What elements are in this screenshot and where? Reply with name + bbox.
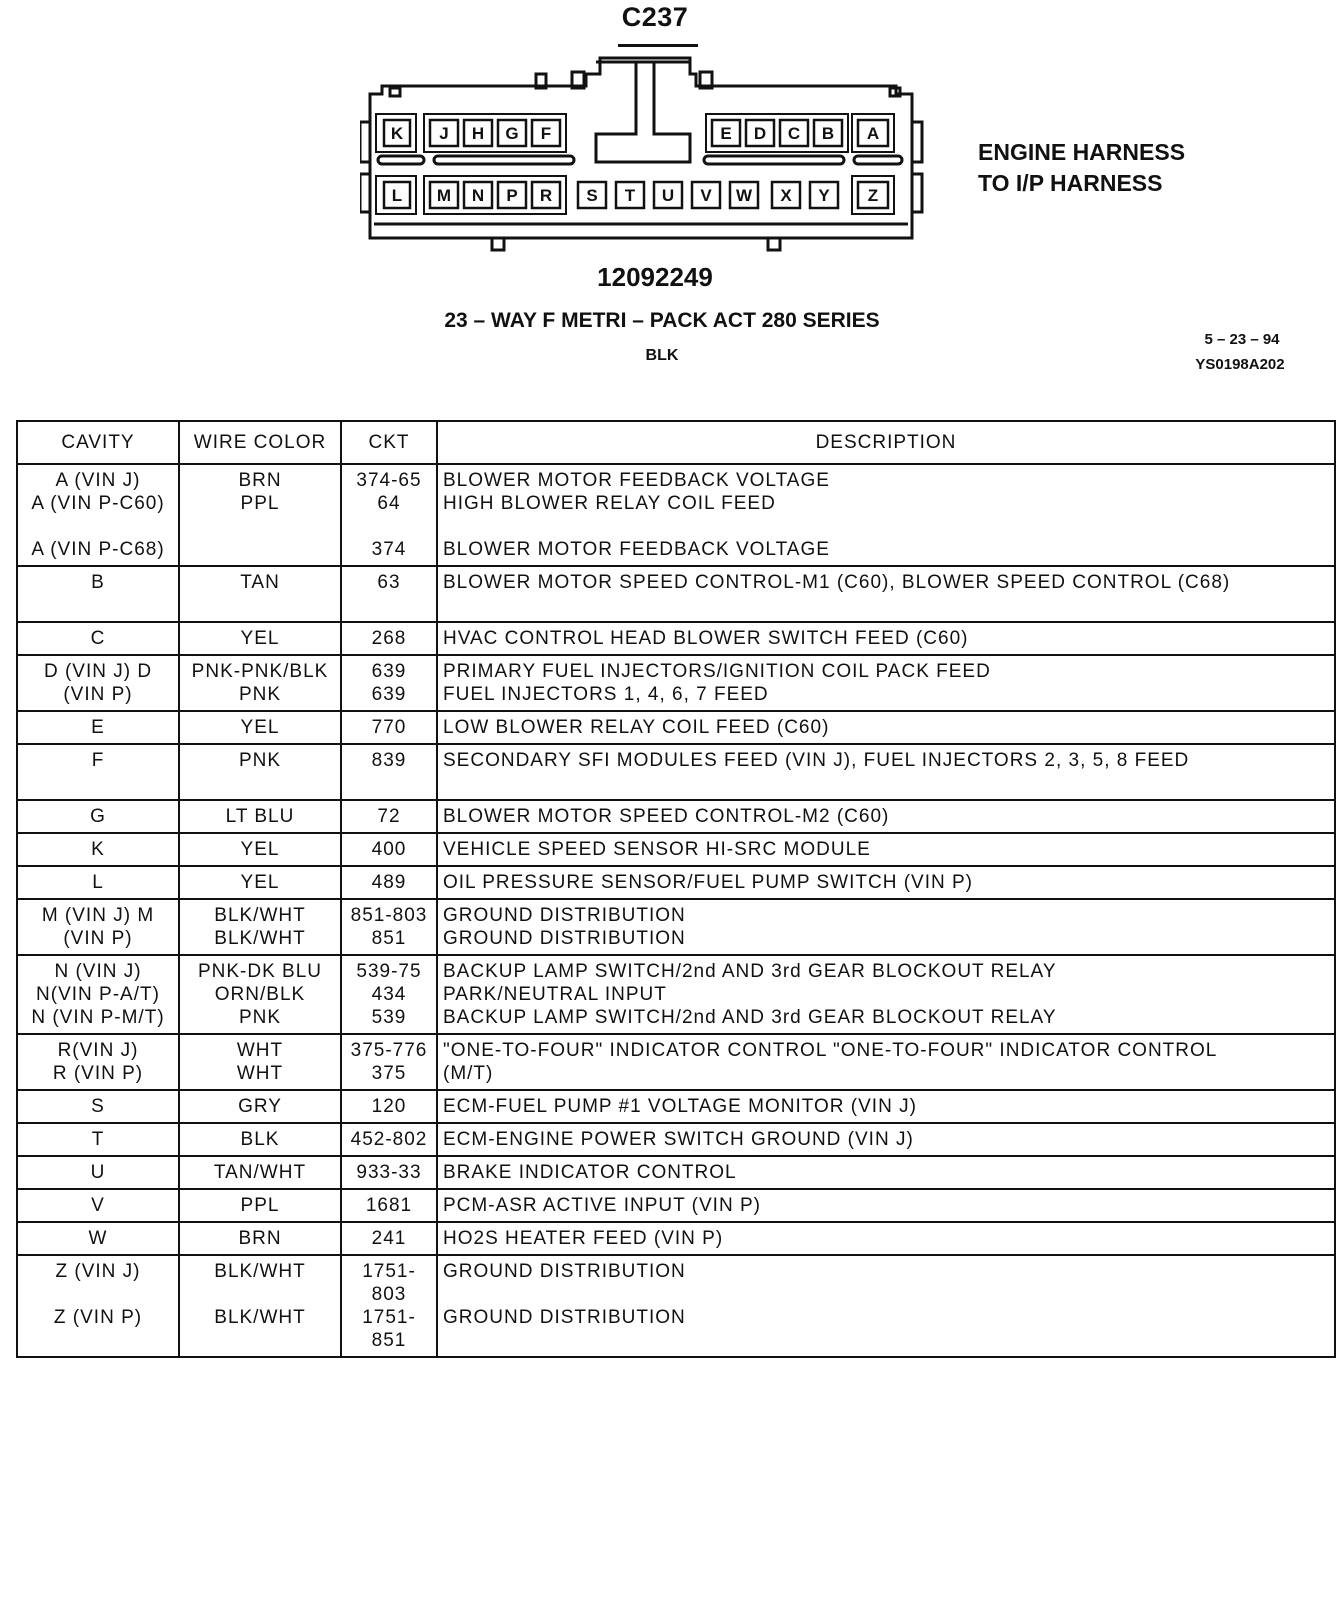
ckt-cell xyxy=(341,1156,437,1189)
ckt-line: 374-65 xyxy=(356,470,422,491)
description-line: BACKUP LAMP SWITCH/2nd AND 3rd GEAR BLOCKOUT RELAY xyxy=(443,961,1057,982)
ckt-line: 375 xyxy=(371,1063,407,1084)
harness-label-line2: TO I/P HARNESS xyxy=(978,170,1163,196)
cavity-line: D (VIN J) D xyxy=(43,661,153,682)
table-row xyxy=(17,833,1335,866)
connector-face-diagram xyxy=(360,52,950,264)
pin-label-L: L xyxy=(391,186,403,205)
cavity-line xyxy=(23,515,173,538)
connector-color: BLK xyxy=(645,347,679,364)
table-row xyxy=(17,566,1335,622)
pin-label-K: K xyxy=(390,124,404,143)
pin-label-J: J xyxy=(439,124,449,143)
wire-color-line xyxy=(185,538,335,561)
table-row xyxy=(17,1222,1335,1255)
ckt-cell xyxy=(341,566,437,622)
cavity-line: L xyxy=(92,872,104,893)
table-header-row xyxy=(17,421,1335,464)
cavity-cell xyxy=(17,1090,179,1123)
pin-label-X: X xyxy=(780,186,792,205)
pin-label-F: F xyxy=(540,124,552,143)
description-line: GROUND DISTRIBUTION xyxy=(443,1307,686,1328)
pin-label-Z: Z xyxy=(867,186,879,205)
description-line: GROUND DISTRIBUTION xyxy=(443,905,686,926)
table-row xyxy=(17,744,1335,800)
cavity-cell xyxy=(17,464,179,566)
description-line: PARK/NEUTRAL INPUT xyxy=(443,984,667,1005)
pin-label-P: P xyxy=(506,186,518,205)
wire-color-cell xyxy=(179,1034,341,1090)
wire-color-cell xyxy=(179,1090,341,1123)
wire-color-line: LT BLU xyxy=(225,806,295,827)
row-spacer xyxy=(443,594,1329,617)
wire-color-line: PNK xyxy=(238,684,282,705)
ckt-cell xyxy=(341,1034,437,1090)
cavity-cell xyxy=(17,1156,179,1189)
ckt-line: 770 xyxy=(371,717,407,738)
ckt-line: 639 xyxy=(371,684,407,705)
cavity-cell xyxy=(17,800,179,833)
table-row xyxy=(17,1123,1335,1156)
wire-color-cell xyxy=(179,711,341,744)
cavity-cell xyxy=(17,711,179,744)
ckt-line: 839 xyxy=(371,750,407,771)
pin-label-T: T xyxy=(624,186,636,205)
cavity-line: S xyxy=(91,1096,105,1117)
description-line: PCM-ASR ACTIVE INPUT (VIN P) xyxy=(443,1195,761,1216)
description-cell xyxy=(437,566,1335,622)
description-line: HO2S HEATER FEED (VIN P) xyxy=(443,1228,724,1249)
wire-color-line: BLK xyxy=(240,1129,280,1150)
ckt-line: 434 xyxy=(371,984,407,1005)
description-line: GROUND DISTRIBUTION xyxy=(443,928,686,949)
table-row xyxy=(17,800,1335,833)
table-row xyxy=(17,866,1335,899)
cavity-cell xyxy=(17,655,179,711)
cavity-cell xyxy=(17,1034,179,1090)
ckt-line: 452-802 xyxy=(350,1129,428,1150)
description-cell xyxy=(437,866,1335,899)
wire-color-line: ORN/BLK xyxy=(214,984,306,1005)
cavity-line: R (VIN P) xyxy=(52,1063,144,1084)
cavity-line: T xyxy=(91,1129,105,1150)
cavity-line: A (VIN J) xyxy=(55,470,141,491)
pin-label-H: H xyxy=(471,124,485,143)
cavity-cell xyxy=(17,1255,179,1357)
table-row xyxy=(17,1090,1335,1123)
description-cell xyxy=(437,711,1335,744)
cavity-cell xyxy=(17,566,179,622)
description-line: HVAC CONTROL HEAD BLOWER SWITCH FEED (C60) xyxy=(443,628,969,649)
ckt-line: 375-776 xyxy=(350,1040,428,1061)
description-line: LOW BLOWER RELAY COIL FEED (C60) xyxy=(443,717,830,738)
row-spacer xyxy=(23,772,173,795)
table-row xyxy=(17,1189,1335,1222)
table-row xyxy=(17,955,1335,1034)
description-line xyxy=(443,515,1329,538)
wire-color-cell xyxy=(179,955,341,1034)
cavity-cell xyxy=(17,1123,179,1156)
description-cell xyxy=(437,1222,1335,1255)
table-row xyxy=(17,711,1335,744)
header-description: DESCRIPTION xyxy=(437,421,1335,464)
wire-color-line: TAN/WHT xyxy=(213,1162,307,1183)
harness-label xyxy=(978,137,1268,199)
wire-color-line: BLK/WHT xyxy=(214,1307,306,1328)
description-cell xyxy=(437,833,1335,866)
ckt-cell xyxy=(341,1255,437,1357)
cavity-line: E xyxy=(91,717,105,738)
ckt-line: 539-75 xyxy=(356,961,422,982)
wire-color-line: BLK/WHT xyxy=(214,905,306,926)
description-cell xyxy=(437,464,1335,566)
ckt-cell xyxy=(341,1222,437,1255)
cavity-line: N(VIN P-A/T) xyxy=(36,984,160,1005)
cavity-line: W xyxy=(88,1228,108,1249)
wire-color-cell xyxy=(179,1156,341,1189)
ckt-line: 120 xyxy=(371,1096,407,1117)
wire-color-line: PNK-DK BLU xyxy=(197,961,323,982)
pin-label-E: E xyxy=(720,124,732,143)
ckt-cell xyxy=(341,800,437,833)
cavity-line: G xyxy=(90,806,106,827)
ckt-line: 241 xyxy=(371,1228,407,1249)
ckt-line: 72 xyxy=(377,806,401,827)
description-cell xyxy=(437,955,1335,1034)
ckt-cell xyxy=(341,744,437,800)
wire-color-cell xyxy=(179,1222,341,1255)
cavity-cell xyxy=(17,1189,179,1222)
header-cavity: CAVITY xyxy=(17,421,179,464)
table-row xyxy=(17,899,1335,955)
ckt-cell xyxy=(341,833,437,866)
diagram-reference: YS0198A202 xyxy=(1195,356,1285,373)
wire-color-cell xyxy=(179,1255,341,1357)
description-line: BLOWER MOTOR SPEED CONTROL-M2 (C60) xyxy=(443,806,890,827)
description-line: BLOWER MOTOR FEEDBACK VOLTAGE xyxy=(443,539,830,560)
description-line: HIGH BLOWER RELAY COIL FEED xyxy=(443,493,776,514)
ckt-cell xyxy=(341,655,437,711)
row-spacer xyxy=(185,772,335,795)
ckt-line: 64 xyxy=(377,493,401,514)
description-cell xyxy=(437,1034,1335,1090)
row-spacer xyxy=(185,594,335,617)
description-cell xyxy=(437,1189,1335,1222)
wire-color-cell xyxy=(179,899,341,955)
ckt-line xyxy=(347,515,431,538)
description-cell xyxy=(437,1255,1335,1357)
description-line: PRIMARY FUEL INJECTORS/IGNITION COIL PACK FEED xyxy=(443,661,991,682)
wire-color-line: WHT xyxy=(236,1040,284,1061)
cavity-line xyxy=(23,1329,173,1352)
pin-label-B: B xyxy=(821,124,835,143)
cavity-cell xyxy=(17,833,179,866)
wire-color-cell xyxy=(179,833,341,866)
description-line: BLOWER MOTOR FEEDBACK VOLTAGE xyxy=(443,470,830,491)
cavity-cell xyxy=(17,899,179,955)
description-cell xyxy=(437,899,1335,955)
wire-color-line: GRY xyxy=(238,1096,282,1117)
table-row xyxy=(17,464,1335,566)
table-row xyxy=(17,1156,1335,1189)
cavity-line: Z (VIN P) xyxy=(53,1307,143,1328)
description-line xyxy=(443,1329,1329,1352)
cavity-line: C xyxy=(90,628,106,649)
pin-label-D: D xyxy=(753,124,767,143)
ckt-cell xyxy=(341,1123,437,1156)
wire-color-line: PNK-PNK/BLK xyxy=(191,661,329,682)
wire-color-line: BLK/WHT xyxy=(214,1261,306,1282)
wire-color-cell xyxy=(179,744,341,800)
description-line xyxy=(443,1283,1329,1306)
ckt-line: 400 xyxy=(371,839,407,860)
harness-label-line1: ENGINE HARNESS xyxy=(978,139,1186,165)
table-body xyxy=(17,464,1335,1357)
row-spacer xyxy=(347,594,431,617)
description-line: SECONDARY SFI MODULES FEED (VIN J), FUEL INJECTORS 2, 3, 5, 8 FEED xyxy=(443,750,1190,771)
cavity-line: K xyxy=(91,839,105,860)
description-cell xyxy=(437,1123,1335,1156)
description-line: (M/T) xyxy=(443,1063,494,1084)
description-line: BACKUP LAMP SWITCH/2nd AND 3rd GEAR BLOCKOUT RELAY xyxy=(443,1007,1057,1028)
description-line: VEHICLE SPEED SENSOR HI-SRC MODULE xyxy=(443,839,871,860)
wire-color-line: YEL xyxy=(240,628,280,649)
description-cell xyxy=(437,622,1335,655)
cavity-line: N (VIN J) xyxy=(54,961,142,982)
wire-color-cell xyxy=(179,622,341,655)
part-number: 12092249 xyxy=(597,262,713,292)
description-cell xyxy=(437,1090,1335,1123)
pin-label-M: M xyxy=(436,186,452,205)
title-underline xyxy=(618,44,698,47)
wire-color-line: PNK xyxy=(238,1007,282,1028)
cavity-line: A (VIN P-C68) xyxy=(31,539,165,560)
cavity-cell xyxy=(17,1222,179,1255)
ckt-line: 1681 xyxy=(365,1195,413,1216)
wire-color-cell xyxy=(179,464,341,566)
wire-color-line: BLK/WHT xyxy=(214,928,306,949)
wire-color-line: TAN xyxy=(240,572,280,593)
cavity-cell xyxy=(17,955,179,1034)
diagram-date: 5 – 23 – 94 xyxy=(1204,331,1280,348)
header-ckt: CKT xyxy=(341,421,437,464)
pin-label-Y: Y xyxy=(818,186,830,205)
ckt-line: 63 xyxy=(377,572,401,593)
table-row xyxy=(17,655,1335,711)
cavity-line: B xyxy=(91,572,105,593)
cavity-line: A (VIN P-C60) xyxy=(31,493,165,514)
ckt-cell xyxy=(341,622,437,655)
cavity-line: V xyxy=(91,1195,105,1216)
wire-color-line: YEL xyxy=(240,872,280,893)
description-line: ECM-FUEL PUMP #1 VOLTAGE MONITOR (VIN J) xyxy=(443,1096,917,1117)
cavity-line: Z (VIN J) xyxy=(55,1261,141,1282)
ckt-line: 1751- xyxy=(362,1307,416,1328)
wire-color-cell xyxy=(179,1189,341,1222)
ckt-cell xyxy=(341,899,437,955)
row-spacer xyxy=(23,594,173,617)
wire-color-line: PPL xyxy=(240,1195,280,1216)
ckt-line: 803 xyxy=(371,1284,407,1305)
cavity-line: U xyxy=(90,1162,106,1183)
wire-color-cell xyxy=(179,800,341,833)
description-cell xyxy=(437,800,1335,833)
wire-color-cell xyxy=(179,866,341,899)
ckt-line: 639 xyxy=(371,661,407,682)
pin-label-S: S xyxy=(586,186,598,205)
ckt-cell xyxy=(341,464,437,566)
table-row xyxy=(17,1034,1335,1090)
wire-color-line: BRN xyxy=(238,1228,282,1249)
description-line: ECM-ENGINE POWER SWITCH GROUND (VIN J) xyxy=(443,1129,914,1150)
description-cell xyxy=(437,655,1335,711)
cavity-line: M (VIN J) M xyxy=(41,905,155,926)
pin-label-C: C xyxy=(787,124,801,143)
pin-label-A: A xyxy=(866,124,880,143)
ckt-cell xyxy=(341,866,437,899)
row-spacer xyxy=(347,772,431,795)
table-row xyxy=(17,622,1335,655)
description-line: "ONE-TO-FOUR" INDICATOR CONTROL "ONE-TO-FOUR" INDICATOR CONTROL xyxy=(443,1040,1218,1061)
wire-color-cell xyxy=(179,655,341,711)
ckt-cell xyxy=(341,711,437,744)
cavity-cell xyxy=(17,866,179,899)
ckt-line: 851-803 xyxy=(350,905,428,926)
wire-color-line: PPL xyxy=(240,493,280,514)
ckt-line: 374 xyxy=(371,539,407,560)
connector-title: C237 xyxy=(621,2,689,32)
pin-label-V: V xyxy=(700,186,712,205)
pin-label-G: G xyxy=(505,124,519,143)
wire-color-line xyxy=(185,515,335,538)
ckt-line: 851 xyxy=(371,928,407,949)
cavity-cell xyxy=(17,622,179,655)
cavity-line: R(VIN J) xyxy=(57,1040,139,1061)
connector-series: 23 – WAY F METRI – PACK ACT 280 SERIES xyxy=(444,309,880,332)
pin-label-R: R xyxy=(539,186,553,205)
pin-label-N: N xyxy=(471,186,485,205)
row-spacer xyxy=(443,772,1329,795)
description-line: OIL PRESSURE SENSOR/FUEL PUMP SWITCH (VIN P) xyxy=(443,872,973,893)
description-line: GROUND DISTRIBUTION xyxy=(443,1261,686,1282)
description-cell xyxy=(437,1156,1335,1189)
ckt-line: 489 xyxy=(371,872,407,893)
description-line: FUEL INJECTORS 1, 4, 6, 7 FEED xyxy=(443,684,769,705)
cavity-cell xyxy=(17,744,179,800)
ckt-line: 933-33 xyxy=(356,1162,422,1183)
pin-label-U: U xyxy=(661,186,675,205)
wire-color-line: BRN xyxy=(238,470,282,491)
cavity-table xyxy=(16,420,1336,1358)
wire-color-cell xyxy=(179,566,341,622)
description-cell xyxy=(437,744,1335,800)
cavity-line: F xyxy=(91,750,105,771)
pin-label-W: W xyxy=(735,186,753,205)
ckt-cell xyxy=(341,1090,437,1123)
wire-color-line: WHT xyxy=(236,1063,284,1084)
wire-color-line: PNK xyxy=(238,750,282,771)
table-row xyxy=(17,1255,1335,1357)
ckt-cell xyxy=(341,955,437,1034)
ckt-line: 1751- xyxy=(362,1261,416,1282)
cavity-line: (VIN P) xyxy=(63,684,133,705)
description-line: BRAKE INDICATOR CONTROL xyxy=(443,1162,737,1183)
ckt-line: 539 xyxy=(371,1007,407,1028)
ckt-cell xyxy=(341,1189,437,1222)
ckt-line: 851 xyxy=(371,1330,407,1351)
wire-color-line xyxy=(185,1329,335,1352)
wire-color-line xyxy=(185,1283,335,1306)
cavity-line: N (VIN P-M/T) xyxy=(31,1007,165,1028)
ckt-line: 268 xyxy=(371,628,407,649)
description-line: BLOWER MOTOR SPEED CONTROL-M1 (C60), BLOWER SPEED CONTROL (C68) xyxy=(443,572,1231,593)
header-wire-color: WIRE COLOR xyxy=(179,421,341,464)
wire-color-line: YEL xyxy=(240,839,280,860)
cavity-line: (VIN P) xyxy=(63,928,133,949)
cavity-line xyxy=(23,1283,173,1306)
wire-color-line: YEL xyxy=(240,717,280,738)
wire-color-cell xyxy=(179,1123,341,1156)
